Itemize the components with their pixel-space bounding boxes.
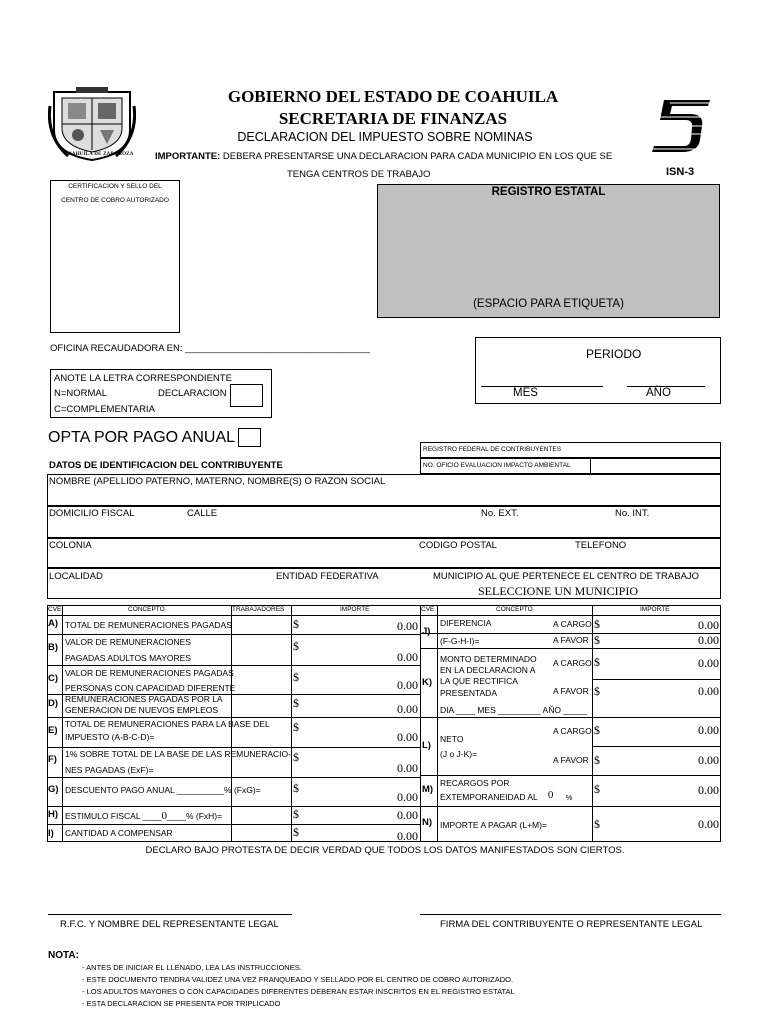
row-key-i: I) [48,828,54,839]
table-header-trabajadores: TRABAJADORES [232,606,285,613]
row-c-trabajadores[interactable] [232,666,290,693]
header-title-2: SECRETARIA DE FINANZAS [278,109,508,128]
declaration-statement: DECLARO BAJO PROTESTA DE DECIR VERDAD QUE TODOS LOS DATOS MANIFESTADOS SON CIERTOS. [145,845,625,856]
row-key-j: J) [422,626,431,637]
calle-label: CALLE [187,508,218,519]
contribuyente-section-title: DATOS DE IDENTIFICACION DEL CONTRIBUYENTE [49,460,283,471]
row-k-concepto-4: PRESENTADA [440,688,497,698]
finance-logo [650,96,714,156]
table-header-concepto-right: CONCEPTO [496,606,533,613]
mes-label: MES [513,387,538,399]
row-h-percent[interactable]: 0 [161,810,168,822]
row-f-concepto-1: 1% SOBRE TOTAL DE LA BASE DE LAS REMUNERACIO- [65,749,291,759]
row-c-importe[interactable]: 0.00 [397,678,418,692]
row-key-l: L) [422,740,431,751]
row-b-concepto-1: VALOR DE REMUNERACIONES [65,637,191,647]
row-e-concepto-2: IMPUESTO (A-B-C-D)= [65,732,155,742]
row-j-cargo-importe[interactable]: 0.00 [698,618,719,632]
row-l-favor-dollar: $ [594,753,600,767]
row-g-importe[interactable]: 0.00 [397,790,418,804]
row-i-dollar: $ [293,825,299,839]
form-code: ISN-3 [666,166,695,178]
row-h-concepto-b: ____% (FxH)= [167,811,223,821]
nota-item: - ANTES DE INICIAR EL LLENADO, LEA LAS INSTRUCCIONES. [82,963,302,972]
row-k-fecha[interactable]: DIA ____ MES _________ AÑO _____ [440,705,587,715]
registro-estatal-title: REGISTRO ESTATAL [491,186,606,198]
row-key-g: G) [48,784,59,795]
periodo-title: PERIODO [586,347,642,361]
header-title-1: GOBIERNO DEL ESTADO DE COAHUILA [227,87,559,106]
rfc-representante-line[interactable] [48,914,292,915]
certification-label-1: CERTIFICACION Y SELLO DEL [68,183,162,190]
row-e-concepto-1: TOTAL DE REMUNERACIONES PARA LA BASE DEL [65,719,270,729]
row-c-dollar: $ [293,670,299,684]
row-l-favor-label: A FAVOR [553,755,589,765]
row-m-dollar: $ [594,782,600,796]
nota-item: - LOS ADULTOS MAYORES O CON CAPACIDADES DIFERENTES DEBERAN ESTAR INSCRITOS EN EL REGISTRO ESTATAL [82,987,515,996]
row-n-concepto: IMPORTE A PAGAR (L+M)= [440,820,547,830]
row-l-cargo-importe[interactable]: 0.00 [698,723,719,737]
row-l-concepto-1: NETO [440,734,464,744]
table-header-importe-left: IMPORTE [340,606,370,613]
row-d-dollar: $ [293,696,299,710]
row-key-c: C) [48,673,59,684]
row-c-concepto-2: PERSONAS CON CAPACIDAD DIFERENTE [65,683,236,693]
municipio-label: MUNICIPIO AL QUE PERTENECE EL CENTRO DE TRABAJO [433,571,700,582]
row-i-concepto: CANTIDAD A COMPENSAR [65,828,173,838]
row-d-concepto-1: REMUNERACIONES PAGADAS POR LA [65,694,223,704]
tipo-normal: N=NORMAL [54,388,108,399]
row-m-concepto-1: RECARGOS POR [440,778,510,788]
no-int-label: No. INT. [615,508,650,519]
row-a-trabajadores[interactable] [232,616,290,633]
opta-pago-anual-label: OPTA POR PAGO ANUAL [48,429,236,446]
seal-inscription: COAHUILA DE ZARAGOZA [64,152,134,157]
row-j-concepto-1: DIFERENCIA [440,618,492,628]
form-subtitle: DECLARACION DEL IMPUESTO SOBRE NOMINAS [237,130,533,144]
row-d-concepto-2: GENERACION DE NUEVOS EMPLEOS [65,705,219,715]
row-j-favor-importe[interactable]: 0.00 [698,633,719,647]
row-key-d: D) [48,698,59,709]
row-k-favor-importe[interactable]: 0.00 [698,684,719,698]
row-k-concepto-3: LA QUE RECTIFICA [440,676,518,686]
row-c-concepto-1: VALOR DE REMUNERACIONES PAGADAS [65,668,234,678]
tipo-declaracion-label: DECLARACION [158,388,227,399]
row-k-cargo-label: A CARGO [553,658,592,668]
row-l-concepto-2: (J o J-K)= [440,749,478,759]
row-l-favor-importe[interactable]: 0.00 [698,753,719,767]
row-key-h: H) [48,809,59,820]
tipo-line-1: ANOTE LA LETRA CORRESPONDIENTE [54,373,232,384]
row-f-concepto-2: NES PAGADAS (ExF)= [65,765,154,775]
firma-label: FIRMA DEL CONTRIBUYENTE O REPRESENTANTE LEGAL [440,919,703,930]
row-b-importe[interactable]: 0.00 [397,650,418,664]
row-key-k: K) [422,677,433,688]
row-m-percent[interactable]: 0 [547,789,554,801]
row-b-trabajadores[interactable] [232,635,290,664]
row-g-concepto: DESCUENTO PAGO ANUAL __________% (FxG)= [65,785,261,795]
row-a-dollar: $ [293,617,299,631]
firma-line[interactable] [420,914,721,915]
tipo-declaracion-input[interactable] [230,384,263,407]
rfc-representante-label: R.F.C. Y NOMBRE DEL REPRESENTANTE LEGAL [60,919,279,930]
row-key-b: B) [48,642,59,653]
row-n-dollar: $ [594,817,600,831]
row-m-concepto-2 [440,789,573,803]
row-d-trabajadores[interactable] [232,695,290,716]
opta-pago-anual-checkbox[interactable] [238,428,261,447]
row-n-importe[interactable]: 0.00 [698,817,719,831]
row-key-e: E) [48,725,58,736]
row-key-a: A) [48,618,59,629]
row-j-favor-label: A FAVOR [553,635,589,645]
row-d-importe[interactable]: 0.00 [397,702,418,716]
localidad-label: LOCALIDAD [49,571,103,582]
table-header-concepto-left: CONCEPTO [128,606,165,613]
row-a-concepto: TOTAL DE REMUNERACIONES PAGADAS [65,620,232,630]
colonia-label: COLONIA [49,540,92,551]
nota-title: NOTA: [48,950,79,961]
table-header-cve-left: CVE [48,606,62,613]
row-k-cargo-importe[interactable]: 0.00 [698,656,719,670]
row-j-cargo-dollar: $ [594,617,600,631]
entidad-federativa-label: ENTIDAD FEDERATIVA [276,571,379,582]
mes-input-line[interactable] [481,386,603,387]
row-j-concepto-2: (F-G-H-I)= [440,636,480,646]
tipo-complementaria: C=COMPLEMENTARIA [54,404,155,415]
row-f-importe[interactable]: 0.00 [397,761,418,775]
no-ext-label: No. EXT. [481,508,519,519]
row-key-m: M) [422,784,434,795]
row-j-favor-dollar: $ [594,633,600,647]
telefono-label: TELEFONO [575,540,627,551]
row-h-importe[interactable]: 0.00 [397,808,418,822]
important-label: IMPORTANTE: [155,151,221,162]
row-h-dollar: $ [293,807,299,821]
anio-label: AÑO [646,387,671,399]
row-key-f: F) [48,754,57,765]
table-header-importe-right: IMPORTE [640,606,670,613]
rfc-label: REGISTRO FEDERAL DE CONTRIBUYENTES [423,446,562,453]
oficio-field[interactable] [590,458,721,474]
important-notice [155,152,612,162]
row-g-dollar: $ [293,781,299,795]
row-i-importe[interactable]: 0.00 [397,829,418,843]
row-h-concepto-a: ESTIMULO FISCAL ____ [65,811,162,821]
important-notice-line2: TENGA CENTROS DE TRABAJO [287,169,431,180]
row-b-dollar: $ [293,639,299,653]
oficina-recaudadora-label: OFICINA RECAUDADORA EN: ___________________________________ [50,343,371,354]
row-j-cargo-label: A CARGO [553,619,592,629]
certification-label-2: CENTRO DE COBRO AUTORIZADO [61,197,169,204]
domicilio-label: DOMICILIO FISCAL [49,508,135,519]
row-h-concepto [65,811,222,822]
codigo-postal-label: CODIGO POSTAL [419,540,497,551]
row-l-cargo-dollar: $ [594,723,600,737]
row-k-favor-dollar: $ [594,684,600,698]
nombre-label: NOMBRE (APELLIDO PATERNO, MATERNO, NOMBRE(S) O RAZON SOCIAL [49,476,386,487]
important-text: DEBERA PRESENTARSE UNA DECLARACION PARA CADA MUNICIPIO EN LOS QUE SE [222,151,613,162]
row-k-concepto-1: MONTO DETERMINADO [440,654,537,664]
row-e-importe[interactable]: 0.00 [397,730,418,744]
row-k-cargo-dollar: $ [594,655,600,669]
oficio-label: NO. OFICIO EVALUACION IMPACTO AMBIENTAL [423,462,571,469]
municipio-select[interactable]: SELECCIONE UN MUNICIPIO [478,584,638,598]
row-b-concepto-2: PAGADAS ADULTOS MAYORES [65,653,191,663]
etiqueta-space-label: (ESPACIO PARA ETIQUETA) [473,298,624,310]
nota-item: - ESTE DOCUMENTO TENDRA VALIDEZ UNA VEZ FRANQUEADO Y SELLADO POR EL CENTRO DE COBRO AUTORIZADO. [82,975,514,984]
row-m-concepto-2a: EXTEMPORANEIDAD AL [440,792,538,802]
nota-item: - ESTA DECLARACION SE PRESENTA POR TRIPLICADO [82,999,281,1008]
row-e-dollar: $ [293,720,299,734]
row-m-importe[interactable]: 0.00 [698,783,719,797]
table-header-cve-right: CVE [421,606,435,613]
row-k-concepto-2: EN LA DECLARACION A [440,665,536,675]
row-m-percent-sign: % [565,793,573,802]
row-a-importe[interactable]: 0.00 [397,619,418,633]
row-l-cargo-label: A CARGO [553,726,592,736]
row-k-favor-label: A FAVOR [553,686,589,696]
row-f-dollar: $ [293,750,299,764]
row-key-n: N) [422,817,433,828]
